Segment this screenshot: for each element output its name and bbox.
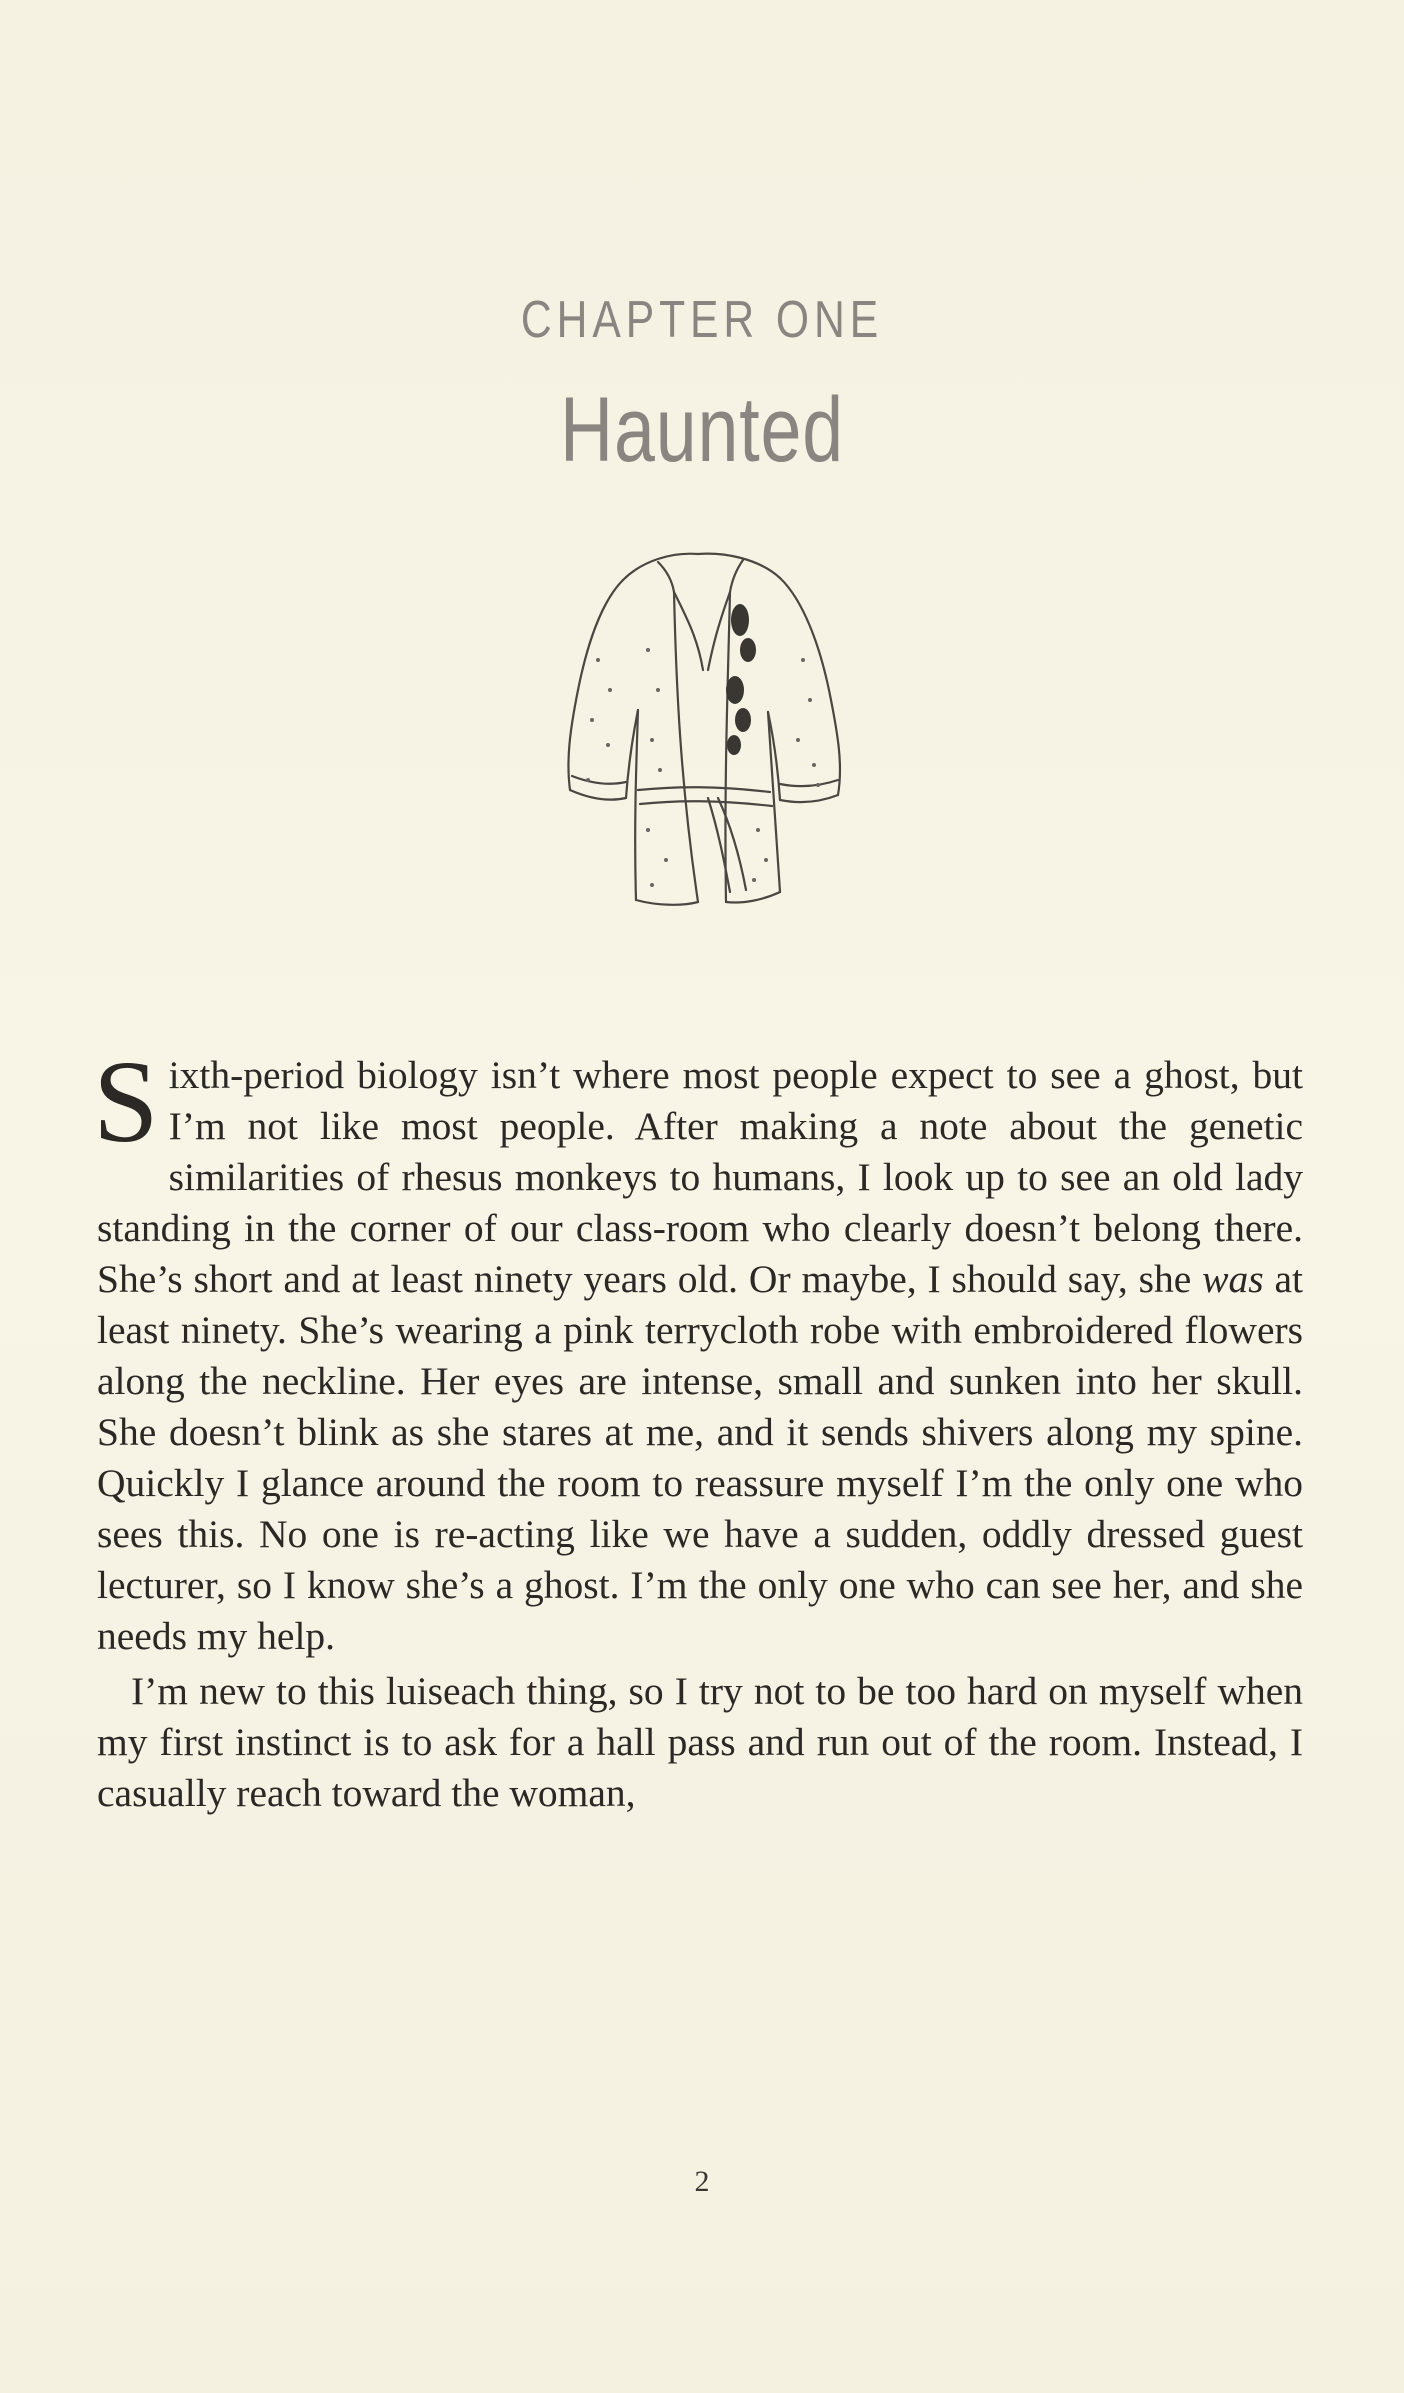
chapter-title: Haunted — [560, 379, 844, 481]
robe-illustration-icon — [548, 540, 858, 920]
paragraph-2: I’m new to this luiseach thing, so I try not to be too hard on myself when my first instinct is to ask for a hall pass and run out of the room. Instead, I casually reach toward the woman, — [97, 1669, 1303, 1815]
paragraph-1-text-a: ixth-period biology isn’t where most people expect to see a ghost, but I’m not like most people. After making a note about the genetic similarities of rhesus monkeys to humans, I look up to see an old lady standing in the corner of our class-room who clearly doesn’t belong there. She’s short and at least ninety years old. Or maybe, I should say, she — [97, 1053, 1303, 1301]
page-number: 2 — [694, 2165, 710, 2198]
chapter-label: CHAPTER ONE — [520, 291, 884, 349]
chapter-body — [93, 1036, 1303, 1819]
emphasis-was: was — [1202, 1257, 1264, 1301]
paragraph-1 — [93, 1036, 1303, 1662]
paragraph-1-text-b: at least ninety. She’s wearing a pink terrycloth robe with embroidered flowers along the neckline. Her eyes are intense, small and sunken into her skull. She doesn’t blink as she stares at me, and it sends shivers along my spine. Quickly I glance around the room to reassure myself I’m the only one who sees this. No one is re-acting like we have a sudden, oddly dressed guest lecturer, so I know she’s a ghost. I’m the only one who can see her, and she needs my help. — [97, 1257, 1303, 1658]
drop-cap: S — [93, 1036, 159, 1167]
